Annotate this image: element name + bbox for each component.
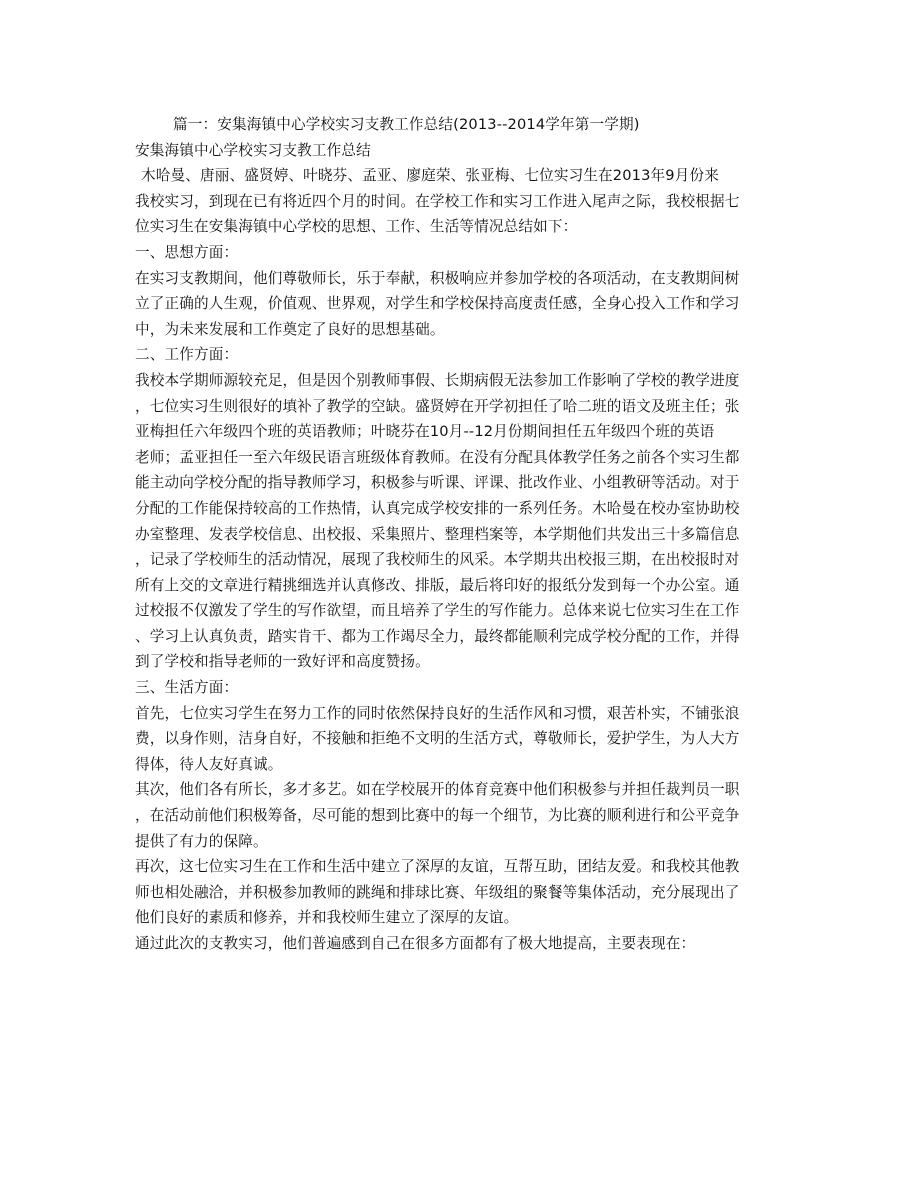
- section-heading: 三、生活方面：: [135, 679, 239, 697]
- text-line: 办室整理、发表学校信息、出校报、采集照片、整理档案等，本学期他们共发出三十多篇信息: [135, 525, 740, 543]
- text-line: 立了正确的人生观，价值观、世界观，对学生和学校保持高度责任感，全身心投入工作和学习: [135, 295, 740, 313]
- text-line: 老师；孟亚担任一至六年级民语言班级体育教师。在没有分配具体教学任务之前各个实习生都: [135, 448, 740, 466]
- text-line: 中，为未来发展和工作奠定了良好的思想基础。: [135, 320, 445, 338]
- text-line: 我校本学期师源较充足，但是因个别教师事假、长期病假无法参加工作影响了学校的教学进度: [135, 371, 740, 389]
- text-line: ，记录了学校师生的活动情况，展现了我校师生的风采。本学期共出校报三期，在出校报时对: [135, 551, 740, 569]
- text-line: 在实习支教期间，他们尊敬师长，乐于奉献，积极响应并参加学校的各项活动，在支教期间树: [135, 269, 740, 287]
- section-heading: 一、思想方面：: [135, 243, 239, 261]
- text-line: ，在活动前他们积极筹备，尽可能的想到比赛中的每一个细节，为比赛的顺利进行和公平竞争: [135, 807, 740, 825]
- text-line: 再次，这七位实习生在工作和生活中建立了深厚的友谊，互帮互助，团结友爱。和我校其他教: [135, 858, 740, 876]
- text-line: 他们良好的素质和修养，并和我校师生建立了深厚的友谊。: [135, 909, 519, 927]
- text-line: 其次，他们各有所长，多才多艺。如在学校展开的体育竞赛中他们积极参与并担任裁判员一职: [135, 781, 740, 799]
- text-line: ，七位实习生则很好的填补了教学的空缺。盛贤婷在开学初担任了哈二班的语文及班主任；张: [135, 397, 740, 415]
- text-line: 过校报不仅激发了学生的写作欲望，而且培养了学生的写作能力。总体来说七位实习生在工作: [135, 602, 740, 620]
- document-title: 篇一：安集海镇中心学校实习支教工作总结(2013--2014学年第一学期): [173, 116, 640, 133]
- text-line: 、学习上认真负责，踏实肯干、都为工作竭尽全力，最终都能顺利完成学校分配的工作，并得: [135, 627, 740, 645]
- document-subtitle: 安集海镇中心学校实习支教工作总结: [135, 141, 371, 159]
- text-line: 得体，待人友好真诚。: [135, 755, 283, 773]
- text-line: 木哈曼、唐丽、盛贤婷、叶晓芬、孟亚、廖庭荣、张亚梅、七位实习生在2013年9月份来: [141, 167, 719, 185]
- text-line: 所有上交的文章进行精挑细选并认真修改、排版，最后将印好的报纸分发到每一个办公室。通: [135, 576, 740, 594]
- text-line: 首先，七位实习学生在努力工作的同时依然保持良好的生活作风和习惯，艰苦朴实，不铺张浪: [135, 704, 740, 722]
- text-line: 能主动向学校分配的指导教师学习，积极参与听课、评课、批改作业、小组教研等活动。对于: [135, 474, 740, 492]
- document-body: [135, 112, 790, 957]
- text-line: 提供了有力的保障。: [135, 832, 268, 850]
- text-line: 我校实习，到现在已有将近四个月的时间。在学校工作和实习工作进入尾声之际，我校根据七: [135, 192, 740, 210]
- section-heading: 二、工作方面：: [135, 346, 239, 364]
- text-line: 位实习生在安集海镇中心学校的思想、工作、生活等情况总结如下：: [135, 218, 578, 236]
- text-line: 到了学校和指导老师的一致好评和高度赞扬。: [135, 653, 430, 671]
- text-line: 分配的工作能保持较高的工作热情，认真完成学校安排的一系列任务。木哈曼在校办室协助校: [135, 499, 740, 517]
- text-line: 亚梅担任六年级四个班的英语教师；叶晓芬在10月--12月份期间担任五年级四个班的英语: [135, 423, 715, 441]
- text-line: 通过此次的支教实习，他们普遍感到自己在很多方面都有了极大地提高，主要表现在：: [135, 935, 696, 952]
- text-line: 费，以身作则，洁身自好，不接触和拒绝不文明的生活方式，尊敬师长，爱护学生，为人大方: [135, 730, 740, 748]
- text-line: 师也相处融洽，并积极参加教师的跳绳和排球比赛、年级组的聚餐等集体活动，充分展现出了: [135, 883, 740, 901]
